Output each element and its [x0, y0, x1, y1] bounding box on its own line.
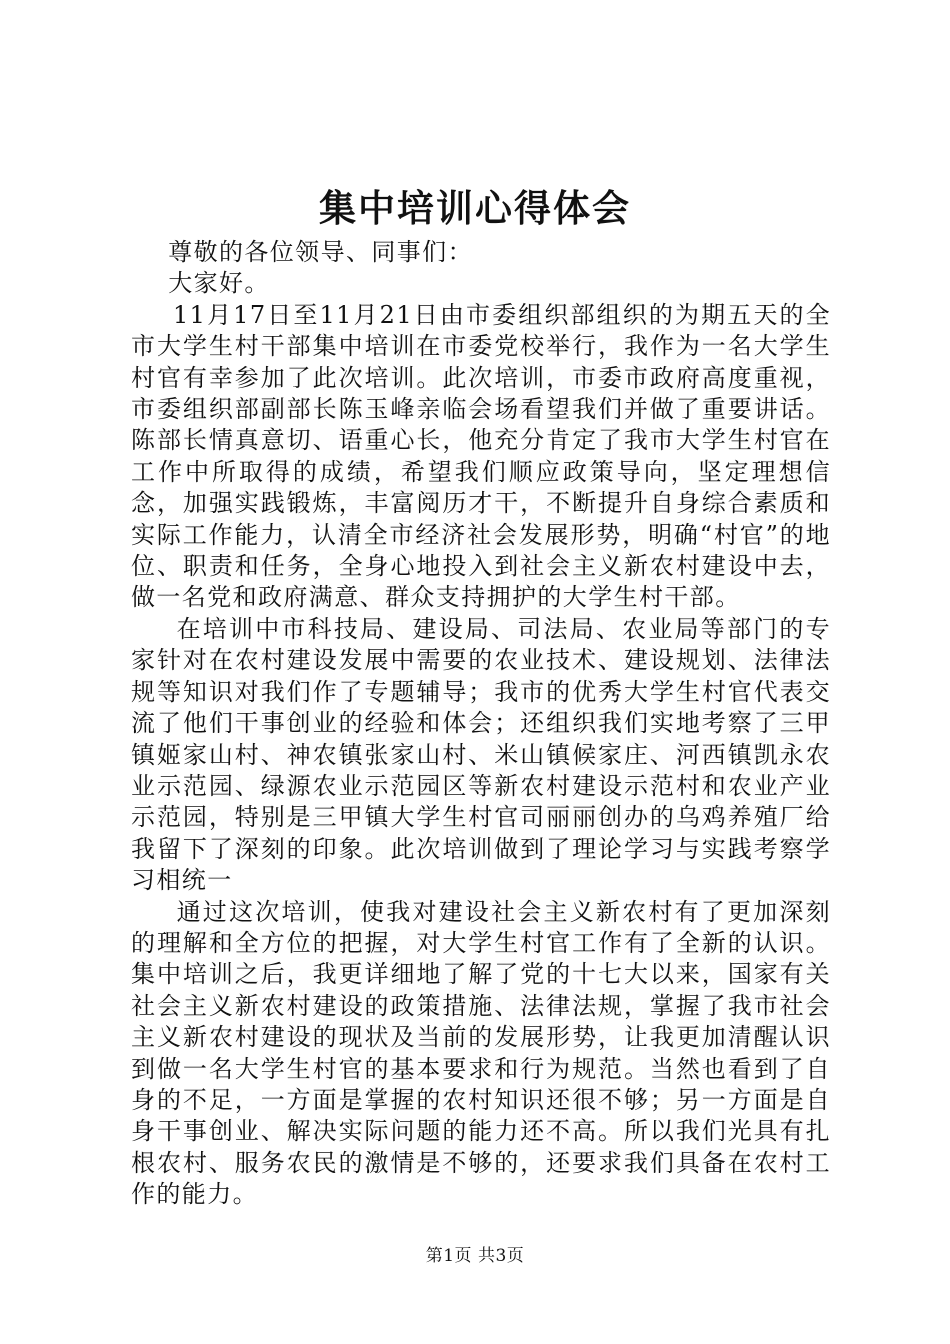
paragraph: 在培训中市科技局、建设局、司法局、农业局等部门的专家针对在农村建设发展中需要的农业技术、建设规划、法律法规等知识对我们作了专题辅导；我市的优秀大学生村官代表交流了他们干事创业的经验和体会；还组织我们实地考察了三甲镇姬家山村、神农镇张家山村、米山镇候家庄、河西镇凯永农业示范园、绿源农业示范园区等新农村建设示范村和农业产业示范园，特别是三甲镇大学生村官司丽丽创办的乌鸡养殖厂给我留下了深刻的印象。此次培训做到了理论学习与实践考察学习相统一 [131, 614, 831, 895]
greeting: 大家好。 [168, 269, 270, 298]
paragraph: 通过这次培训，使我对建设社会主义新农村有了更加深刻的理解和全方位的把握，对大学生村官工作有了全新的认识。集中培训之后，我更详细地了解了党的十七大以来，国家有关社会主义新农村建设的政策措施、法律法规，掌握了我市社会主义新农村建设的现状及当前的发展形势，让我更加清醒认识到做一名大学生村官的基本要求和行为规范。当然也看到了自身的不足，一方面是掌握的农村知识还很不够；另一方面是自身干事创业、解决实际问题的能力还不高。所以我们光具有扎根农村、服务农民的激情是不够的，还要求我们具备在农村工作的能力。 [131, 897, 831, 1209]
page-number-footer: 第1页 共3页 [425, 1246, 525, 1266]
paragraph: 11月17日至11月21日由市委组织部组织的为期五天的全市大学生村干部集中培训在市委党校举行，我作为一名大学生村官有幸参加了此次培训。此次培训，市委市政府高度重视，市委组织部副部长陈玉峰亲临会场看望我们并做了重要讲话。陈部长情真意切、语重心长，他充分肯定了我市大学生村官在工作中所取得的成绩，希望我们顺应政策导向，坚定理想信念，加强实践锻炼，丰富阅历才干，不断提升自身综合素质和实际工作能力，认清全市经济社会发展形势，明确“村官”的地位、职责和任务，全身心地投入到社会主义新农村建设中去，做一名党和政府满意、群众支持拥护的大学生村干部。 [131, 300, 831, 612]
document-title: 集中培训心得体会 [319, 186, 631, 230]
document-body [131, 237, 831, 1211]
salutation: 尊敬的各位领导、同事们： [168, 238, 473, 266]
